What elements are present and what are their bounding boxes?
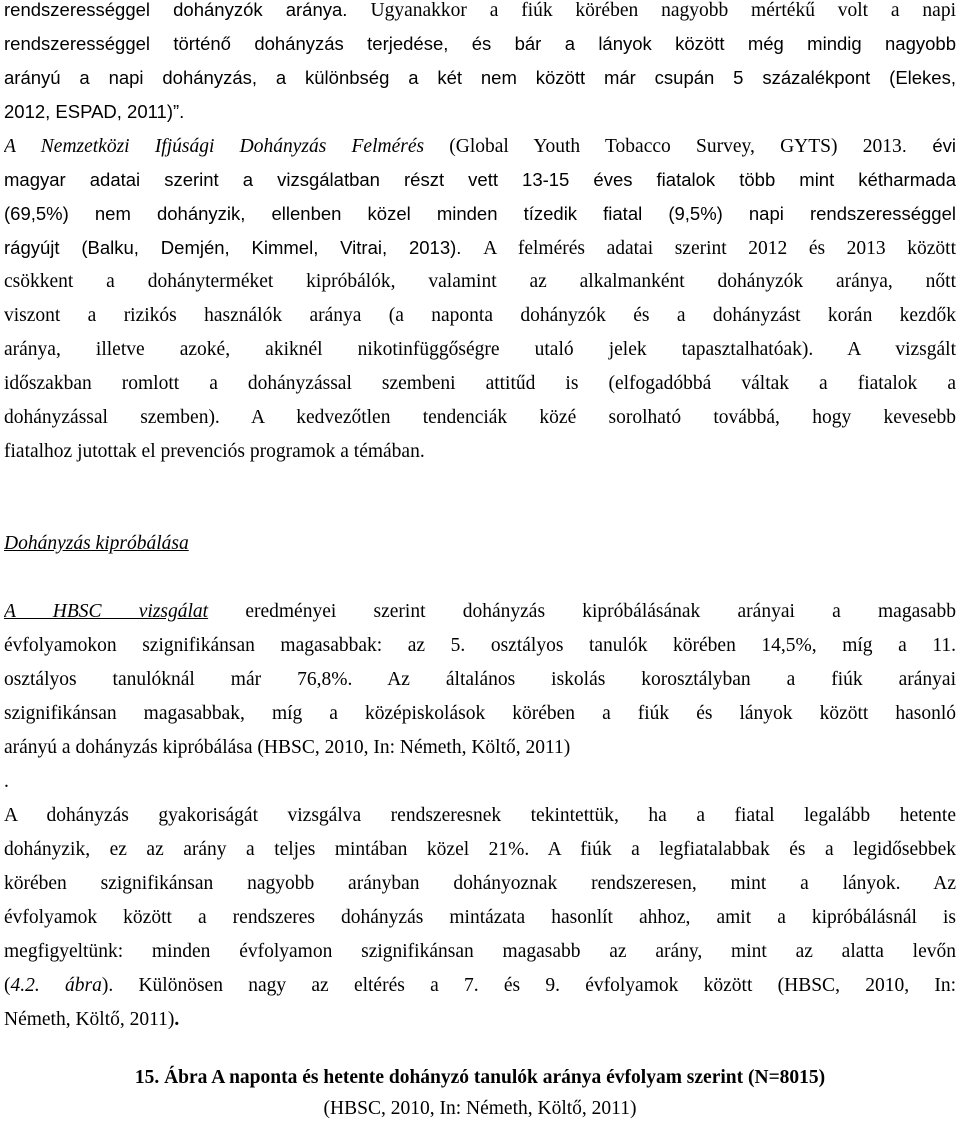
hbsc-study-title: A HBSC vizsgálat (4, 601, 209, 622)
freq-line-3: körében szignifikánsan nagyobb arányban dohányoznak rendszeresen, mint a lányok. Az (4, 873, 956, 894)
gyts-line-10: fiatalhoz jutottak el prevenciós programok a témában. (4, 441, 425, 462)
intro-line-3: arányú a napi dohányzás, a különbség a két nem között már csupán 5 százalékpont (Elekes, (4, 67, 956, 88)
gyts-line-5: csökkent a dohányterméket kipróbálók, valamint az alkalmanként dohányzók aránya, nőtt (4, 271, 956, 292)
hbsc-line-1: A HBSC vizsgálat eredményei szerint dohányzás kipróbálásának arányai a magasabb (4, 601, 956, 622)
gyts-line-6: viszont a rizikós használók aránya (a naponta dohányzók és a dohányzást korán kezdők (4, 305, 956, 326)
gyts-line-4: rágyújt (Balku, Demjén, Kimmel, Vitrai, 2013). A felmérés adatai szerint 2012 és 2013 között (4, 237, 956, 259)
gyts-line-1: A Nemzetközi Ifjúsági Dohányzás Felmérés (Global Youth Tobacco Survey, GYTS) 2013. évi (4, 135, 956, 157)
section-heading: Dohányzás kipróbálása (4, 533, 189, 554)
figure-reference: 4.2. ábra (10, 975, 102, 996)
figure-source: (HBSC, 2010, In: Németh, Költő, 2011) (323, 1098, 637, 1119)
freq-line-4: évfolyamok között a rendszeres dohányzás mintázata hasonlít ahhoz, amit a kipróbálásnál is (4, 907, 956, 928)
freq-line-5: megfigyeltünk: minden évfolyamon szignifikánsan magasabb az arány, mint az alatta levőn (4, 941, 956, 962)
intro-line-1: rendszerességgel dohányzók aránya. Ugyanakkor a fiúk körében nagyobb mértékű volt a napi (4, 0, 956, 21)
gyts-line-3: (69,5%) nem dohányzik, ellenben közel minden tízedik fiatal (9,5%) napi rendszerességgel (4, 203, 956, 224)
gyts-line-8: időszakban romlott a dohányzással szembeni attitűd is (elfogadóbbá váltak a fiatalok a (4, 373, 956, 394)
gyts-line-9: dohányzással szemben). A kedvezőtlen tendenciák közé sorolható továbbá, hogy kevesebb (4, 407, 956, 428)
freq-line-6: (4.2. ábra). Különösen nagy az eltérés a 7. és 9. évfolyamok között (HBSC, 2010, In: (4, 975, 956, 996)
gyts-line-2: magyar adatai szerint a vizsgálatban részt vett 13-15 éves fiatalok több mint kétharmada (4, 169, 956, 190)
hbsc-line-4: szignifikánsan magasabbak, míg a középiskolások körében a fiúk és lányok között hasonló (4, 703, 956, 724)
hbsc-line-6: . (4, 771, 9, 792)
intro-line-2: rendszerességgel történő dohányzás terjedése, és bár a lányok között még mindig nagyobb (4, 33, 956, 54)
freq-line-1: A dohányzás gyakoriságát vizsgálva rendszeresnek tekintettük, ha a fiatal legalább hetente (4, 805, 956, 826)
figure-caption: 15. Ábra A naponta és hetente dohányzó tanulók aránya évfolyam szerint (N=8015) (134, 1067, 826, 1088)
gyts-survey-title: A Nemzetközi Ifjúsági Dohányzás Felmérés (4, 136, 425, 157)
hbsc-line-5: arányú a dohányzás kipróbálása (HBSC, 2010, In: Németh, Költő, 2011) (4, 737, 571, 758)
freq-line-2: dohányzik, ez az arány a teljes mintában közel 21%. A fiúk a legfiatalabbak és a legidősebbek (4, 839, 956, 860)
intro-line-4: 2012, ESPAD, 2011)”. (4, 101, 185, 122)
gyts-line-7: aránya, illetve azoké, akiknél nikotinfüggőségre utaló jelek tapasztalhatóak). A vizsgált (4, 339, 956, 360)
freq-line-7: Németh, Költő, 2011). (4, 1009, 180, 1030)
hbsc-line-3: osztályos tanulóknál már 76,8%. Az általános iskolás korosztályban a fiúk arányai (4, 669, 956, 690)
hbsc-line-2: évfolyamokon szignifikánsan magasabbak: az 5. osztályos tanulók körében 14,5%, míg a 11. (4, 635, 956, 656)
